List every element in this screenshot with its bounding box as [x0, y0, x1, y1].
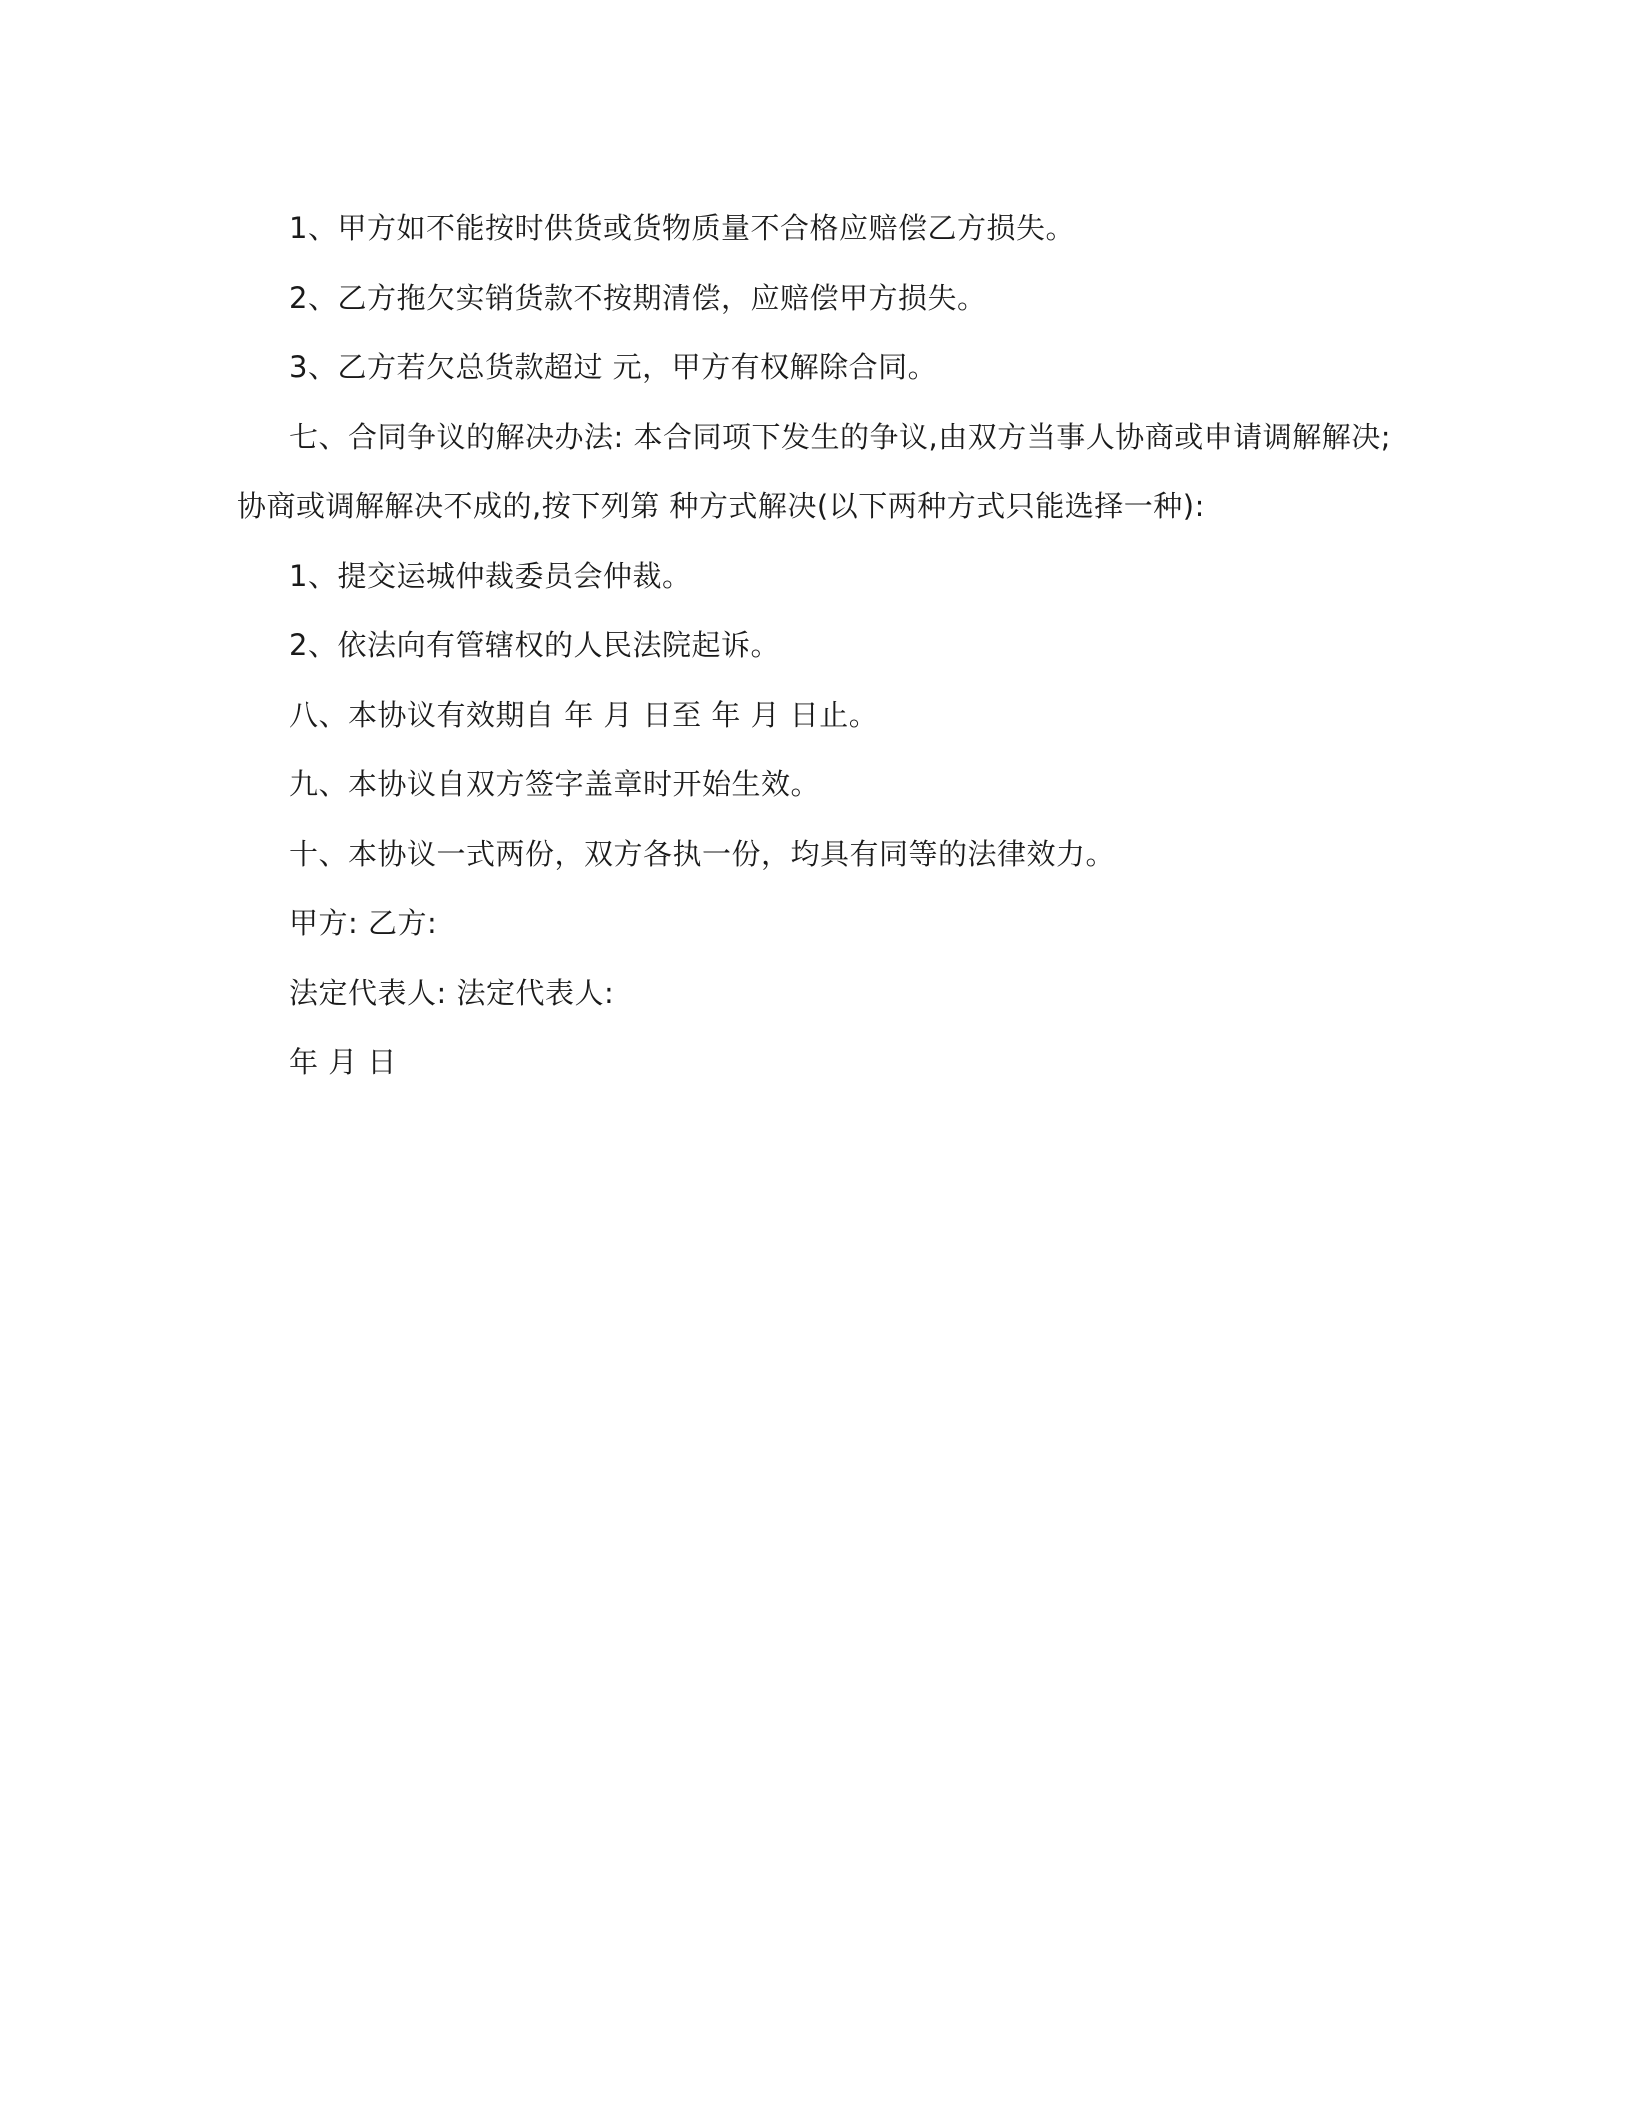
- clause-copies: 十、本协议一式两份，双方各执一份，均具有同等的法律效力。: [289, 836, 1116, 871]
- clause-party-a-liability: 1、甲方如不能按时供货或货物质量不合格应赔偿乙方损失。: [289, 211, 1075, 245]
- option-arbitration: 1、提交运城仲裁委员会仲裁。: [289, 558, 692, 593]
- signature-date: 年 月 日: [289, 1045, 397, 1079]
- clause-effective-date: 九、本协议自双方签字盖章时开始生效。: [289, 767, 821, 801]
- document-body: [237, 194, 1407, 1098]
- signature-parties: 甲方: 乙方:: [289, 906, 438, 940]
- signature-representatives: 法定代表人: 法定代表人:: [289, 975, 615, 1010]
- clause-party-b-liability: 2、乙方拖欠实销货款不按期清偿，应赔偿甲方损失。: [289, 280, 987, 315]
- clause-termination-right: 3、乙方若欠总货款超过 元，甲方有权解除合同。: [289, 350, 938, 384]
- clause-dispute-resolution: 七、合同争议的解决办法: 本合同项下发生的争议,由双方当事人协商或申请调解解决;协商或调解解决不成的,按下列第 种方式解决(以下两种方式只能选择一种):: [237, 419, 1391, 523]
- option-litigation: 2、依法向有管辖权的人民法院起诉。: [289, 628, 780, 662]
- clause-validity-period: 八、本协议有效期自 年 月 日至 年 月 日止。: [289, 697, 879, 732]
